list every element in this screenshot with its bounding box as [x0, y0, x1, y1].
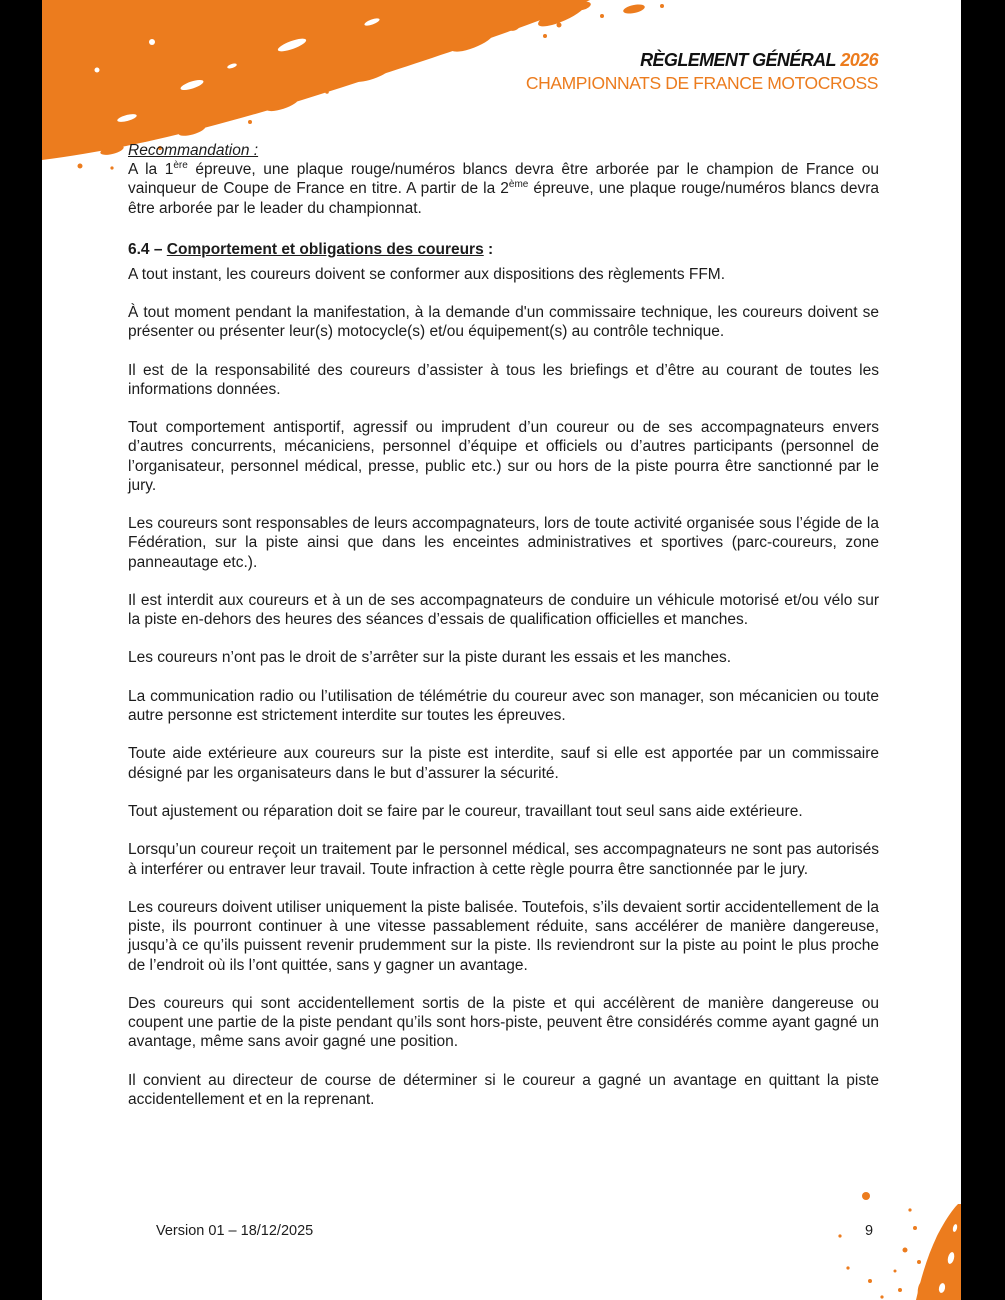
page-header [526, 50, 878, 94]
left-edge-bar [0, 0, 42, 1300]
document-body [128, 141, 879, 1109]
header-subtitle: CHAMPIONNATS DE FRANCE MOTOCROSS [525, 73, 878, 93]
brush-splatter-bottom-icon [820, 1140, 961, 1300]
header-title [526, 50, 878, 70]
paragraph: Les coureurs n’ont pas le droit de s’arrêter sur la piste durant les essais et les manches. [128, 649, 732, 667]
paragraph: Il convient au directeur de course de déterminer si le coureur a gagné un avantage en quittant la piste accidentellement et en la reprenant. [128, 1071, 879, 1109]
header-title-year: 2026 [840, 50, 878, 70]
paragraph-list [128, 303, 879, 1109]
paragraph: À tout moment pendant la manifestation, à la demande d'un commissaire technique, les coureurs doivent se présenter ou présenter leur(s) motocycle(s) et/ou équipement(s) au contrôle technique. [128, 303, 879, 341]
recommendation-paragraph: A la 1ère épreuve, une plaque rouge/numéros blancs devra être arborée par le champion de France ou vainqueur de Coupe de France en titre. A partir de la 2ème épreuve, une plaque rouge/numéros blancs devra être arborée par le leader du championnat. [128, 160, 879, 217]
paragraph: Il est interdit aux coureurs et à un de ses accompagnateurs de conduire un véhicule motorisé et/ou vélo sur la piste en-dehors des heures des séances d’essais de qualification officielles et manches. [128, 591, 879, 629]
paragraph: Les coureurs doivent utiliser uniquement la piste balisée. Toutefois, s’ils devaient sortir accidentellement de la piste, ils pourront continuer à une vitesse passablement réduite, sans accélérer de manière dangereuse, jusqu’à ce qu’ils puissent revenir prudemment sur la piste. Ils reviendront sur la piste au point le plus proche de l’endroit où ils l’ont quittée, sans y gagner un avantage. [128, 899, 879, 974]
right-edge-bar [961, 0, 1005, 1300]
paragraph: Toute aide extérieure aux coureurs sur la piste est interdite, sauf si elle est apportée par un commissaire désigné par les organisateurs dans le but d’assurer la sécurité. [128, 745, 879, 782]
superscript-ordinal: ème [508, 179, 529, 191]
paragraph: Des coureurs qui sont accidentellement sortis de la piste et qui accélèrent de manière dangereuse ou coupent une partie de la piste pendant qu’ils sont hors-piste, peuvent être considérés comme ayant gagné un avantage, même sans avoir gagné une position. [128, 995, 879, 1051]
paragraph: Lorsqu’un coureur reçoit un traitement par le personnel médical, ses accompagnateurs ne sont pas autorisés à interférer ou entraver leur travail. Toute infraction à cette règle pourra être sanctionnée par le jury. [128, 841, 879, 878]
footer-version: Version 01 – 18/12/2025 [156, 1223, 314, 1239]
section-heading [128, 240, 879, 259]
paragraph: La communication radio ou l’utilisation de télémétrie du coureur avec son manager, son mécanicien ou toute autre personne est strictement interdite sur toutes les épreuves. [128, 687, 879, 725]
section-number: 6.4 – [128, 240, 167, 258]
paragraph: Tout ajustement ou réparation doit se faire par le coureur, travaillant tout seul sans aide extérieure. [128, 803, 803, 821]
footer-page-number: 9 [864, 1223, 874, 1239]
header-title-text: RÈGLEMENT GÉNÉRAL [640, 50, 836, 70]
recommendation-label: Recommandation : [128, 142, 259, 159]
paragraph: Les coureurs sont responsables de leurs accompagnateurs, lors de toute activité organisée sous l’égide de la Fédération, sur la piste ainsi que dans les enceintes administratives et sportives (parc-coureurs, zone panneautage etc.). [128, 515, 879, 571]
section-intro: A tout instant, les coureurs doivent se conformer aux dispositions des règlements FFM. [128, 265, 726, 283]
paragraph: Il est de la responsabilité des coureurs d’assister à tous les briefings et d’être au courant de toutes les informations données. [128, 361, 879, 398]
section-suffix: : [483, 240, 494, 258]
paragraph: Tout comportement antisportif, agressif ou imprudent d’un coureur ou de ses accompagnateurs envers d’autres concurrents, mécaniciens, personnel d’équipe et officiels ou d’autres participants (personnel de l’organisateur, personnel médical, presse, public etc.) sur ou hors de la piste pourra être sanctionné par le jury. [128, 419, 879, 494]
superscript-ordinal: ère [173, 160, 188, 172]
section-title: Comportement et obligations des coureurs [166, 240, 484, 258]
